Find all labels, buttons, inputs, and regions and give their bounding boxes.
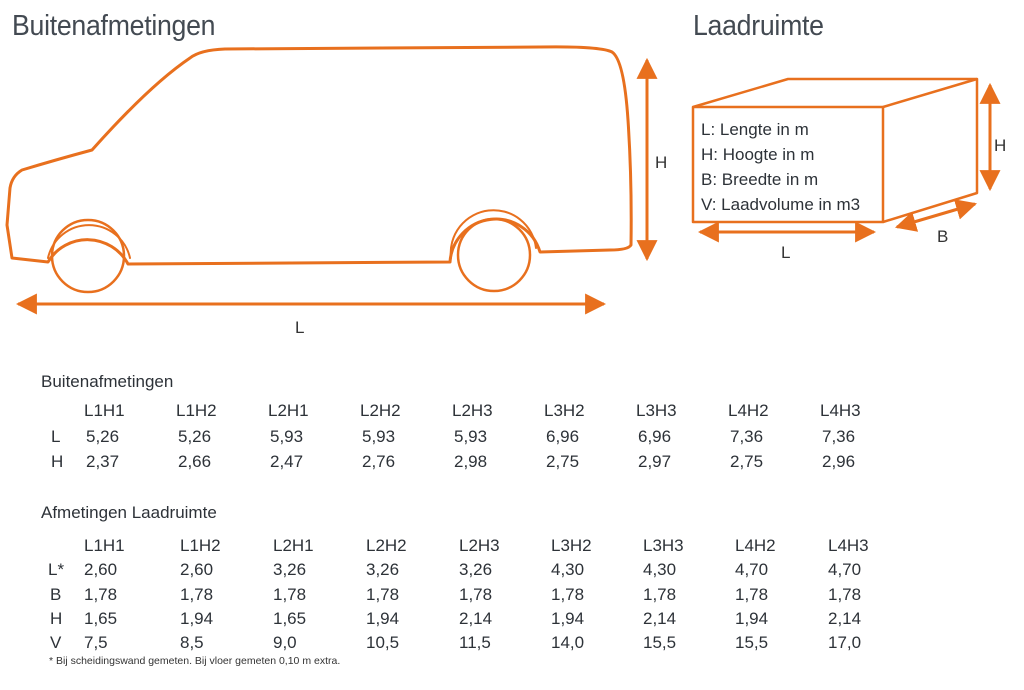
- table-cell: 3,26: [273, 560, 307, 579]
- table-row: [0, 633, 1024, 657]
- table-row: [0, 609, 1024, 633]
- table-cell: 11,5: [459, 633, 491, 652]
- table-cell: 2,60: [84, 560, 118, 579]
- outer-table-title: Buitenafmetingen: [41, 372, 174, 391]
- row-label: L*: [48, 560, 65, 579]
- table-cell: 2,60: [180, 560, 214, 579]
- table-cell: 1,94: [551, 609, 585, 628]
- column-header: L1H1: [84, 401, 125, 420]
- cargo-table-header: [0, 536, 1024, 560]
- table-cell: 1,78: [459, 585, 493, 604]
- table-cell: 10,5: [366, 633, 400, 652]
- table-cell: 2,75: [546, 452, 580, 471]
- footnote: * Bij scheidingswand gemeten. Bij vloer gemeten 0,10 m extra.: [49, 655, 341, 667]
- outer-table-header: [0, 401, 1024, 425]
- cargo-table-title: Afmetingen Laadruimte: [41, 503, 217, 522]
- front-wheel: [52, 220, 124, 292]
- table-cell: 1,78: [828, 585, 862, 604]
- column-header: L2H3: [459, 536, 500, 555]
- rear-wheel: [458, 219, 530, 291]
- column-header: L4H3: [820, 401, 861, 420]
- table-cell: 1,94: [180, 609, 214, 628]
- table-cell: 4,30: [643, 560, 677, 579]
- column-header: L2H3: [452, 401, 493, 420]
- table-cell: 1,78: [180, 585, 214, 604]
- legend-item-width: B: Breedte in m: [701, 170, 819, 189]
- cargo-space-title: Laadruimte: [693, 10, 824, 42]
- table-cell: 5,26: [86, 427, 120, 446]
- column-header: L3H2: [551, 536, 592, 555]
- table-cell: 5,93: [270, 427, 304, 446]
- table-cell: 1,65: [273, 609, 307, 628]
- legend-item-volume: V: Laadvolume in m3: [701, 195, 861, 214]
- column-header: L1H2: [176, 401, 217, 420]
- table-cell: 5,93: [454, 427, 488, 446]
- table-cell: 2,14: [643, 609, 677, 628]
- column-header: L2H1: [273, 536, 314, 555]
- van-height-label: H: [655, 153, 668, 172]
- van-length-label: L: [295, 318, 305, 337]
- column-header: L3H2: [544, 401, 585, 420]
- table-cell: 2,66: [178, 452, 212, 471]
- table-cell: 2,47: [270, 452, 304, 471]
- column-header: L2H2: [366, 536, 407, 555]
- table-cell: 15,5: [643, 633, 677, 652]
- column-header: L4H2: [735, 536, 776, 555]
- row-label: B: [50, 585, 62, 604]
- row-label: V: [50, 633, 62, 652]
- table-cell: 2,14: [828, 609, 862, 628]
- table-cell: 2,75: [730, 452, 764, 471]
- table-cell: 4,30: [551, 560, 585, 579]
- table-cell: 1,94: [735, 609, 769, 628]
- table-cell: 4,70: [828, 560, 862, 579]
- table-cell: 17,0: [828, 633, 862, 652]
- table-cell: 1,94: [366, 609, 400, 628]
- table-cell: 6,96: [546, 427, 580, 446]
- table-cell: 2,97: [638, 452, 672, 471]
- van-outline: [7, 47, 631, 264]
- table-cell: 2,96: [822, 452, 856, 471]
- table-cell: 15,5: [735, 633, 769, 652]
- row-label: L: [51, 427, 61, 446]
- table-cell: 1,78: [366, 585, 400, 604]
- column-header: L4H3: [828, 536, 869, 555]
- table-cell: 2,76: [362, 452, 396, 471]
- table-cell: 2,98: [454, 452, 488, 471]
- row-label: H: [50, 609, 63, 628]
- column-header: L2H1: [268, 401, 309, 420]
- table-cell: 1,78: [84, 585, 118, 604]
- table-cell: 1,78: [273, 585, 307, 604]
- legend-item-height: H: Hoogte in m: [701, 145, 815, 164]
- table-cell: 4,70: [735, 560, 769, 579]
- table-cell: 7,36: [730, 427, 764, 446]
- column-header: L4H2: [728, 401, 769, 420]
- table-cell: 9,0: [273, 633, 297, 652]
- table-cell: 1,78: [735, 585, 769, 604]
- table-cell: 5,26: [178, 427, 212, 446]
- column-header: L2H2: [360, 401, 401, 420]
- legend-item-length: L: Lengte in m: [701, 120, 809, 139]
- table-row: [0, 585, 1024, 609]
- box-length-label: L: [781, 243, 791, 262]
- table-row: [0, 452, 1024, 476]
- column-header: L3H3: [643, 536, 684, 555]
- column-header: L3H3: [636, 401, 677, 420]
- table-cell: 8,5: [180, 633, 204, 652]
- table-cell: 2,14: [459, 609, 493, 628]
- dimension-legend: [701, 117, 860, 217]
- row-label: H: [51, 452, 64, 471]
- column-header: L1H2: [180, 536, 221, 555]
- table-cell: 3,26: [459, 560, 493, 579]
- table-cell: 3,26: [366, 560, 400, 579]
- table-cell: 5,93: [362, 427, 396, 446]
- table-row: [0, 427, 1024, 451]
- box-width-label: B: [937, 227, 949, 246]
- table-cell: 2,37: [86, 452, 120, 471]
- table-cell: 14,0: [551, 633, 585, 652]
- table-cell: 7,36: [822, 427, 856, 446]
- table-cell: 1,78: [643, 585, 677, 604]
- table-cell: 1,78: [551, 585, 585, 604]
- table-cell: 1,65: [84, 609, 118, 628]
- outer-dimensions-title: Buitenafmetingen: [12, 10, 216, 42]
- box-width-arrow: [897, 204, 975, 227]
- table-row: [0, 560, 1024, 584]
- table-cell: 7,5: [84, 633, 108, 652]
- column-header: L1H1: [84, 536, 125, 555]
- box-height-label: H: [994, 136, 1007, 155]
- table-cell: 6,96: [638, 427, 672, 446]
